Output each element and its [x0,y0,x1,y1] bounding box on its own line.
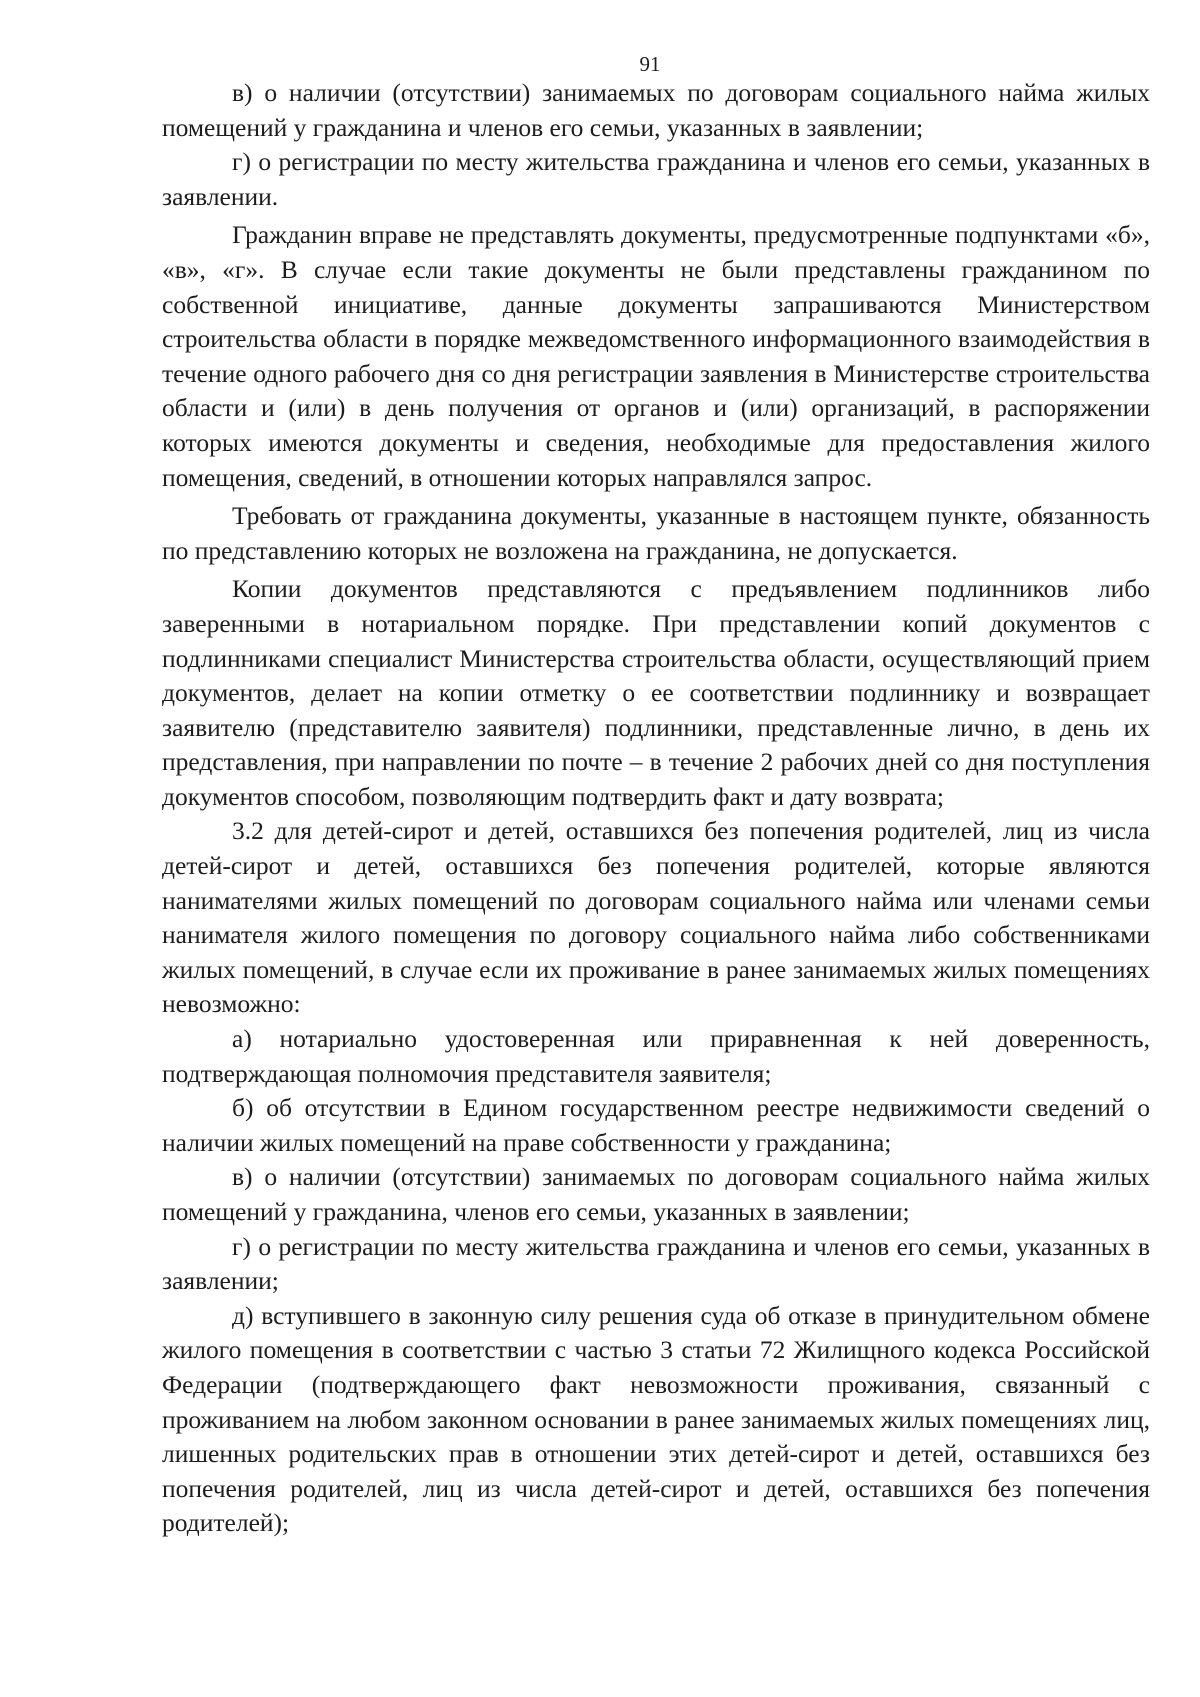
paragraph-d-court-decision: д) вступившего в законную силу решения суда об отказе в принудительном обмене жилого помещения в соответствии с частью 3 статьи 72 Жилищного кодекса Российской Федерации (подтверждающего факт невозможности проживания, связанный с проживанием на любом законном основании в ранее занимаемых жилых помещениях лиц, лишенных родительских прав в отношении этих детей-сирот и детей, оставшихся без попечения родителей, лиц из числа детей-сирот и детей, оставшихся без попечения родителей); [162,1300,1150,1538]
paragraph-not-allowed: Требовать от гражданина документы, указанные в настоящем пункте, обязанность по представлению которых не возложена на гражданина, не допускается. [162,501,1150,565]
paragraph-v-social-rent: в) о наличии (отсутствии) занимаемых по договорам социального найма жилых помещений у гражданина и членов его семьи, указанных в заявлении; [162,78,1150,142]
document-body [162,76,1150,1541]
paragraph-copies: Копии документов представляются с предъявлением подлинников либо заверенными в нотариальном порядке. При представлении копий документов с подлинниками специалист Министерства строительства области, осуществляющий прием документов, делает на копии отметку о ее соответствии подлиннику и возвращает заявителю (представителю заявителя) подлинники, представленные лично, в день их представления, при направлении по почте – в течение 2 рабочих дней со дня поступления документов способом, позволяющим подтвердить факт и дату возврата; [162,574,1150,811]
paragraph-3-2-orphans: 3.2 для детей-сирот и детей, оставшихся без попечения родителей, лиц из числа детей-сирот и детей, оставшихся без попечения родителей, которые являются нанимателями жилых помещений по договорам социального найма или членами семьи нанимателя жилого помещения по договору социального найма либо собственниками жилых помещений, в случае если их проживание в ранее занимаемых жилых помещениях невозможно: [162,816,1150,1019]
paragraph-g-registration-2: г) о регистрации по месту жительства гражданина и членов его семьи, указанных в заявлении; [162,1231,1150,1296]
paragraph-v-social-rent-2: в) о наличии (отсутствии) занимаемых по договорам социального найма жилых помещений у гражданина, членов его семьи, указанных в заявлении; [162,1162,1150,1226]
paragraph-citizen-right: Гражданин вправе не представлять документы, предусмотренные подпунктами «б», «в», «г». В случае если такие документы не были представлены гражданином по собственной инициативе, данные документы запрашиваются Министерством строительства области в порядке межведомственного информационного взаимодействия в течение одного рабочего дня со дня регистрации заявления в Министерстве строительства области и (или) в день получения от органов и (или) организаций, в распоряжении которых имеются документы и сведения, необходимые для предоставления жилого помещения, сведений, в отношении которых направлялся запрос. [162,220,1150,492]
paragraph-g-registration: г) о регистрации по месту жительства гражданина и членов его семьи, указанных в заявлении. [162,147,1150,211]
page-number: 91 [639,52,661,76]
paragraph-b-registry: б) об отсутствии в Едином государственном реестре недвижимости сведений о наличии жилых помещений на праве собственности у гражданина; [162,1093,1150,1157]
paragraph-a-power-of-attorney: а) нотариально удостоверенная или приравненная к ней доверенность, подтверждающая полномочия представителя заявителя; [162,1024,1150,1088]
